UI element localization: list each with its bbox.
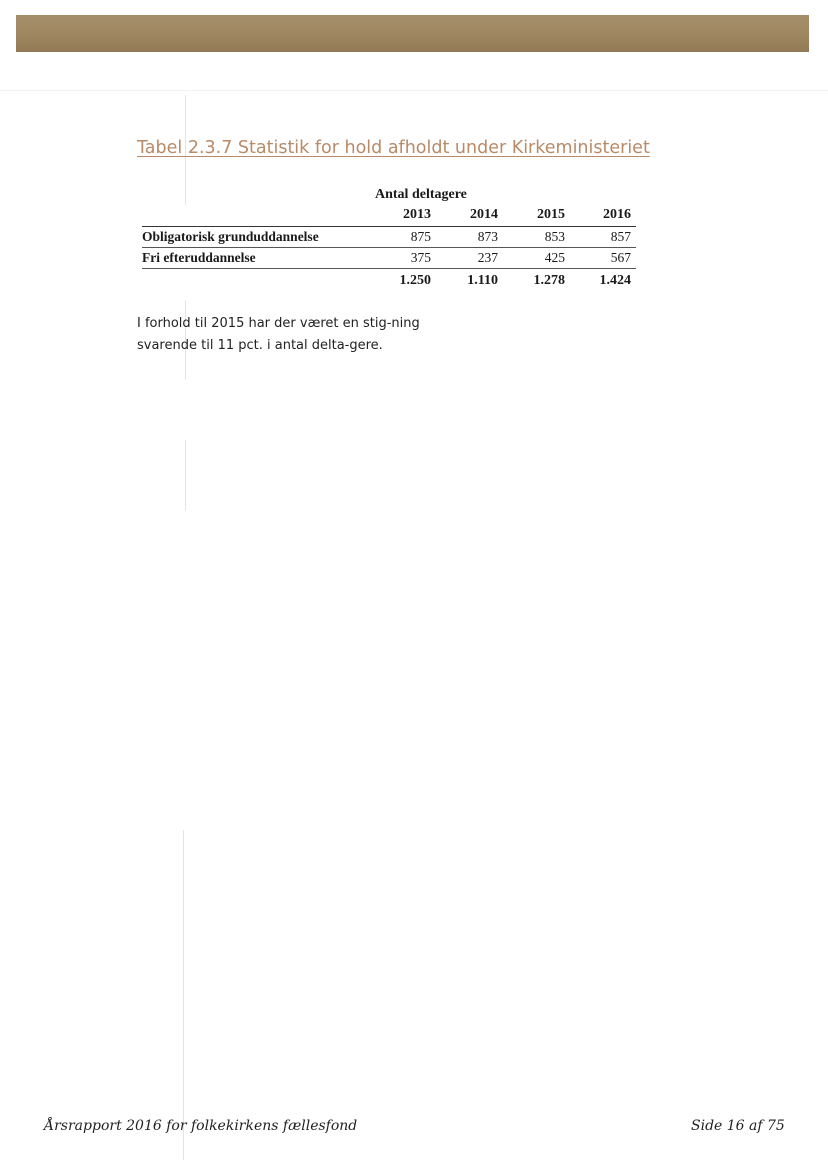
footer-report-title: Årsrapport 2016 for folkekirkens fællesfond — [44, 1118, 358, 1134]
table-title: Tabel 2.3.7 Statistik for hold afholdt under Kirkeministeriet — [137, 138, 650, 158]
footer-page-number: Side 16 af 75 — [691, 1118, 785, 1134]
header-band — [16, 15, 809, 52]
table-row — [142, 250, 636, 269]
table-cell: 853 — [544, 229, 565, 244]
total-cell: 1.424 — [599, 273, 631, 288]
year-header: 2013 — [403, 207, 431, 222]
row-label: Obligatorisk grunduddannelse — [142, 229, 319, 244]
table-cell: 873 — [477, 229, 498, 244]
table-cell: 875 — [410, 229, 431, 244]
table-cell: 857 — [610, 229, 631, 244]
table-row — [142, 229, 636, 248]
table-cell: 425 — [544, 250, 565, 265]
total-cell: 1.110 — [467, 273, 498, 288]
row-label: Fri efteruddannelse — [142, 250, 256, 265]
table-cell: 567 — [610, 250, 631, 265]
total-cell: 1.250 — [399, 273, 431, 288]
scan-mark — [183, 830, 184, 1160]
scan-mark — [185, 440, 186, 510]
total-row — [142, 273, 636, 291]
year-header: 2014 — [470, 207, 498, 222]
divider — [0, 90, 828, 91]
column-group-header: Antal deltagere — [375, 187, 467, 202]
table-cell: 375 — [410, 250, 431, 265]
year-header-row — [142, 207, 636, 227]
year-header: 2015 — [537, 207, 565, 222]
table-cell: 237 — [477, 250, 498, 265]
body-paragraph: I forhold til 2015 har der været en stig-ning svarende til 11 pct. i antal delta-gere. — [137, 316, 420, 353]
total-cell: 1.278 — [533, 273, 565, 288]
year-header: 2016 — [603, 207, 631, 222]
